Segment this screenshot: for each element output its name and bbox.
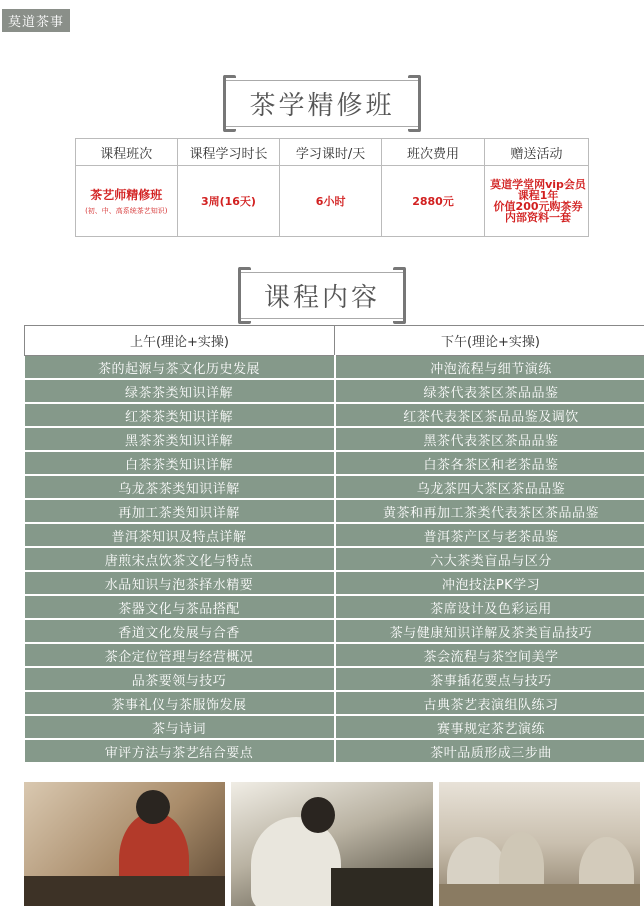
curriculum-row [25, 523, 644, 547]
class-hours: 6小时 [280, 166, 382, 237]
header-morning: 上午(理论+实操) [25, 326, 335, 356]
gift-line: 内部资料一套 [505, 211, 572, 224]
header-hours: 学习课时/天 [280, 139, 382, 166]
morning-topic: 再加工茶类知识详解 [25, 499, 335, 523]
afternoon-topic: 红茶代表茶区茶品品鉴及调饮 [335, 403, 644, 427]
class-table [75, 138, 589, 237]
header-afternoon: 下午(理论+实操) [335, 326, 644, 356]
photo-strip [24, 782, 640, 906]
class-table-header [76, 139, 589, 166]
afternoon-topic: 茶事插花要点与技巧 [335, 667, 644, 691]
morning-topic: 茶事礼仪与茶服饰发展 [25, 691, 335, 715]
classroom-photo [439, 782, 640, 906]
morning-topic: 唐煎宋点饮茶文化与特点 [25, 547, 335, 571]
brewing-table [331, 868, 432, 906]
gift-line: 价值200元购茶券 [493, 200, 583, 213]
gift-line: 莫道学堂网vip会员课程1年 [490, 178, 586, 202]
curriculum-row [25, 739, 644, 763]
morning-topic: 茶器文化与茶品搭配 [25, 595, 335, 619]
morning-topic: 白茶茶类知识详解 [25, 451, 335, 475]
afternoon-topic: 冲泡流程与细节演练 [335, 356, 644, 380]
afternoon-topic: 赛事规定茶艺演练 [335, 715, 644, 739]
curriculum-row [25, 356, 644, 380]
morning-topic: 绿茶茶类知识详解 [25, 379, 335, 403]
curriculum-row [25, 475, 644, 499]
morning-topic: 茶企定位管理与经营概况 [25, 643, 335, 667]
morning-topic: 黑茶茶类知识详解 [25, 427, 335, 451]
class-table-surface [439, 884, 640, 906]
curriculum-row [25, 547, 644, 571]
morning-topic: 乌龙茶茶类知识详解 [25, 475, 335, 499]
header-gift: 赠送活动 [485, 139, 589, 166]
performer-head [136, 790, 170, 824]
afternoon-topic: 黄茶和再加工茶类代表茶区茶品品鉴 [335, 499, 644, 523]
curriculum-row [25, 379, 644, 403]
afternoon-topic: 乌龙茶四大茶区茶品品鉴 [335, 475, 644, 499]
header-duration: 课程学习时长 [177, 139, 280, 166]
curriculum-body [25, 356, 644, 764]
instructor-head [301, 797, 335, 833]
class-title: 茶学精修班 [223, 80, 420, 127]
morning-topic: 茶的起源与茶文化历史发展 [25, 356, 335, 380]
brand-logo: 莫道茶事 [2, 9, 70, 32]
header-class: 课程班次 [76, 139, 178, 166]
section-title-curriculum [0, 272, 644, 319]
tea-ceremony-photo [24, 782, 225, 906]
class-row [76, 166, 589, 237]
morning-topic: 香道文化发展与合香 [25, 619, 335, 643]
tea-brewing-photo [231, 782, 432, 906]
curriculum-row [25, 427, 644, 451]
curriculum-header [25, 326, 644, 356]
class-fee: 2880元 [381, 166, 484, 237]
class-name: 茶艺师精修班 [90, 188, 163, 202]
morning-topic: 品茶要领与技巧 [25, 667, 335, 691]
morning-topic: 审评方法与茶艺结合要点 [25, 739, 335, 763]
curriculum-row [25, 499, 644, 523]
section-title-class [0, 80, 644, 127]
afternoon-topic: 六大茶类盲品与区分 [335, 547, 644, 571]
class-duration: 3周(16天) [177, 166, 280, 237]
curriculum-row [25, 667, 644, 691]
afternoon-topic: 茶与健康知识详解及茶类盲品技巧 [335, 619, 644, 643]
tea-table [24, 876, 225, 906]
curriculum-title: 课程内容 [238, 272, 406, 319]
curriculum-row [25, 571, 644, 595]
morning-topic: 水品知识与泡茶择水精要 [25, 571, 335, 595]
curriculum-row [25, 691, 644, 715]
class-name-cell [76, 166, 178, 237]
afternoon-topic: 绿茶代表茶区茶品品鉴 [335, 379, 644, 403]
curriculum-row [25, 451, 644, 475]
curriculum-row [25, 403, 644, 427]
curriculum-row [25, 715, 644, 739]
afternoon-topic: 普洱茶产区与老茶品鉴 [335, 523, 644, 547]
class-gift [485, 166, 589, 237]
curriculum-row [25, 595, 644, 619]
afternoon-topic: 茶会流程与茶空间美学 [335, 643, 644, 667]
afternoon-topic: 黑茶代表茶区茶品品鉴 [335, 427, 644, 451]
afternoon-topic: 冲泡技法PK学习 [335, 571, 644, 595]
morning-topic: 普洱茶知识及特点详解 [25, 523, 335, 547]
afternoon-topic: 茶叶品质形成三步曲 [335, 739, 644, 763]
afternoon-topic: 古典茶艺表演组队练习 [335, 691, 644, 715]
curriculum-table [24, 325, 644, 764]
morning-topic: 茶与诗词 [25, 715, 335, 739]
curriculum-row [25, 643, 644, 667]
afternoon-topic: 白茶各茶区和老茶品鉴 [335, 451, 644, 475]
afternoon-topic: 茶席设计及色彩运用 [335, 595, 644, 619]
instructor-figure [251, 817, 341, 906]
morning-topic: 红茶茶类知识详解 [25, 403, 335, 427]
curriculum-row [25, 619, 644, 643]
header-fee: 班次费用 [381, 139, 484, 166]
class-note: (初、中、高系统茶艺知识) [85, 207, 168, 215]
